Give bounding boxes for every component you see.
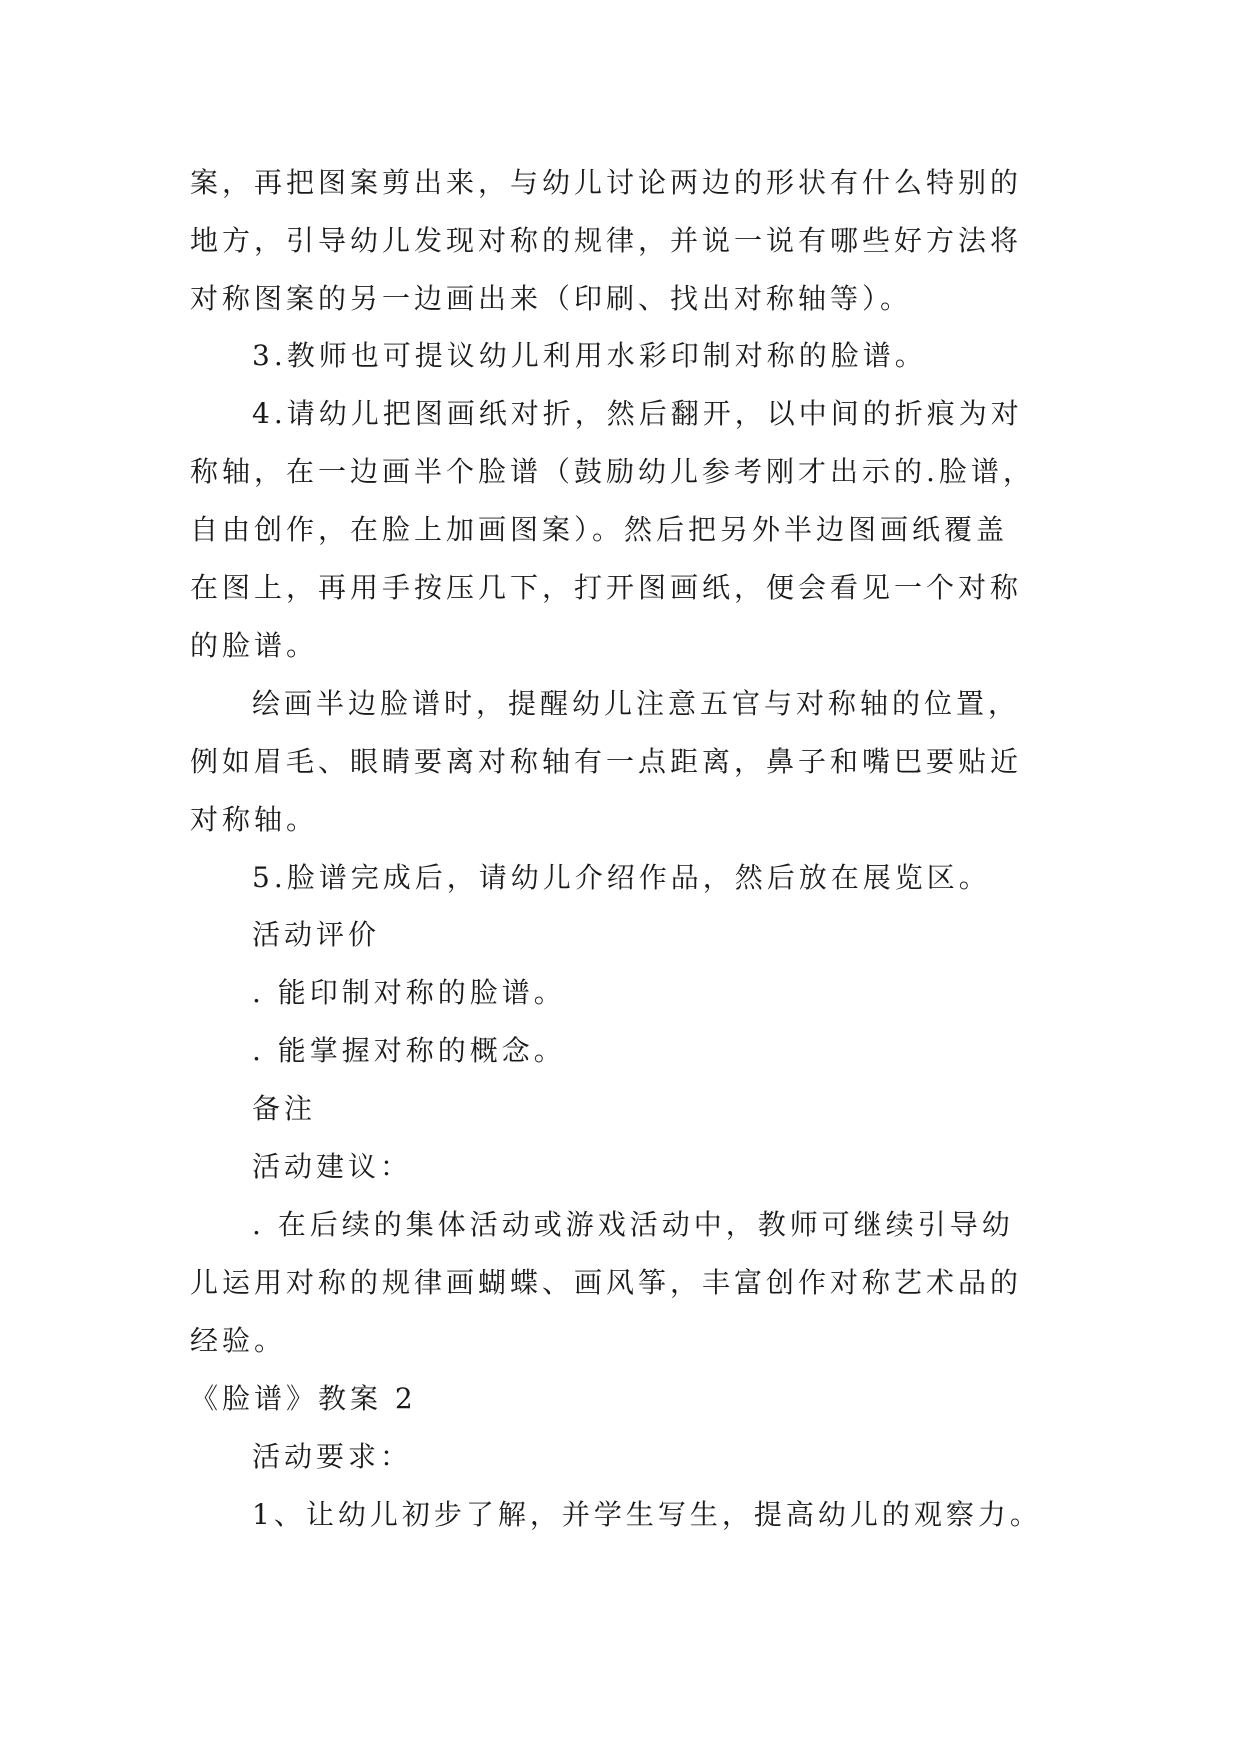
evaluation-item-1: . 能印制对称的脸谱。 xyxy=(252,976,566,1009)
paragraph-line-2: 地方，引导幼儿发现对称的规律，并说一说有哪些好方法将 xyxy=(190,224,1023,257)
paragraph-line-4: 3.教师也可提议幼儿利用水彩印制对称的脸谱。 xyxy=(252,339,927,372)
paragraph-line-12: 对称轴。 xyxy=(190,803,319,836)
paragraph-line-13: 5.脸谱完成后，请幼儿介绍作品，然后放在展览区。 xyxy=(252,861,991,894)
paragraph-line-1: 案，再把图案剪出来，与幼儿讨论两边的形状有什么特别的 xyxy=(190,166,1023,199)
requirement-item-1: 1、让幼儿初步了解，并学生写生，提高幼儿的观察力。 xyxy=(252,1498,1042,1531)
paragraph-line-10: 绘画半边脸谱时，提醒幼儿注意五官与对称轴的位置， xyxy=(252,687,1021,720)
paragraph-line-3: 对称图案的另一边画出来（印刷、找出对称轴等）。 xyxy=(190,282,913,315)
suggestion-line-2: 儿运用对称的规律画蝴蝶、画风筝，丰富创作对称艺术品的 xyxy=(190,1266,1023,1299)
paragraph-line-9: 的脸谱。 xyxy=(190,629,319,662)
evaluation-item-2: . 能掌握对称的概念。 xyxy=(252,1034,566,1067)
section-heading-notes: 备注 xyxy=(252,1092,317,1125)
lesson-plan-title: 《脸谱》教案 2 xyxy=(190,1382,417,1415)
section-heading-activity-requirements: 活动要求： xyxy=(252,1440,413,1473)
suggestion-line-3: 经验。 xyxy=(190,1324,287,1357)
suggestion-line-1: . 在后续的集体活动或游戏活动中，教师可继续引导幼 xyxy=(252,1208,1014,1241)
section-heading-activity-suggestions: 活动建议： xyxy=(252,1150,413,1183)
paragraph-line-11: 例如眉毛、眼睛要离对称轴有一点距离，鼻子和嘴巴要贴近 xyxy=(190,745,1023,778)
paragraph-line-7: 自由创作，在脸上加画图案）。然后把另外半边图画纸覆盖 xyxy=(190,513,1009,546)
section-heading-activity-evaluation: 活动评价 xyxy=(252,918,381,951)
paragraph-line-5: 4.请幼儿把图画纸对折，然后翻开，以中间的折痕为对 xyxy=(252,397,1023,430)
paragraph-line-8: 在图上，再用手按压几下，打开图画纸，便会看见一个对称 xyxy=(190,571,1023,604)
paragraph-line-6: 称轴，在一边画半个脸谱（鼓励幼儿参考刚才出示的.脸谱， xyxy=(190,455,1035,488)
